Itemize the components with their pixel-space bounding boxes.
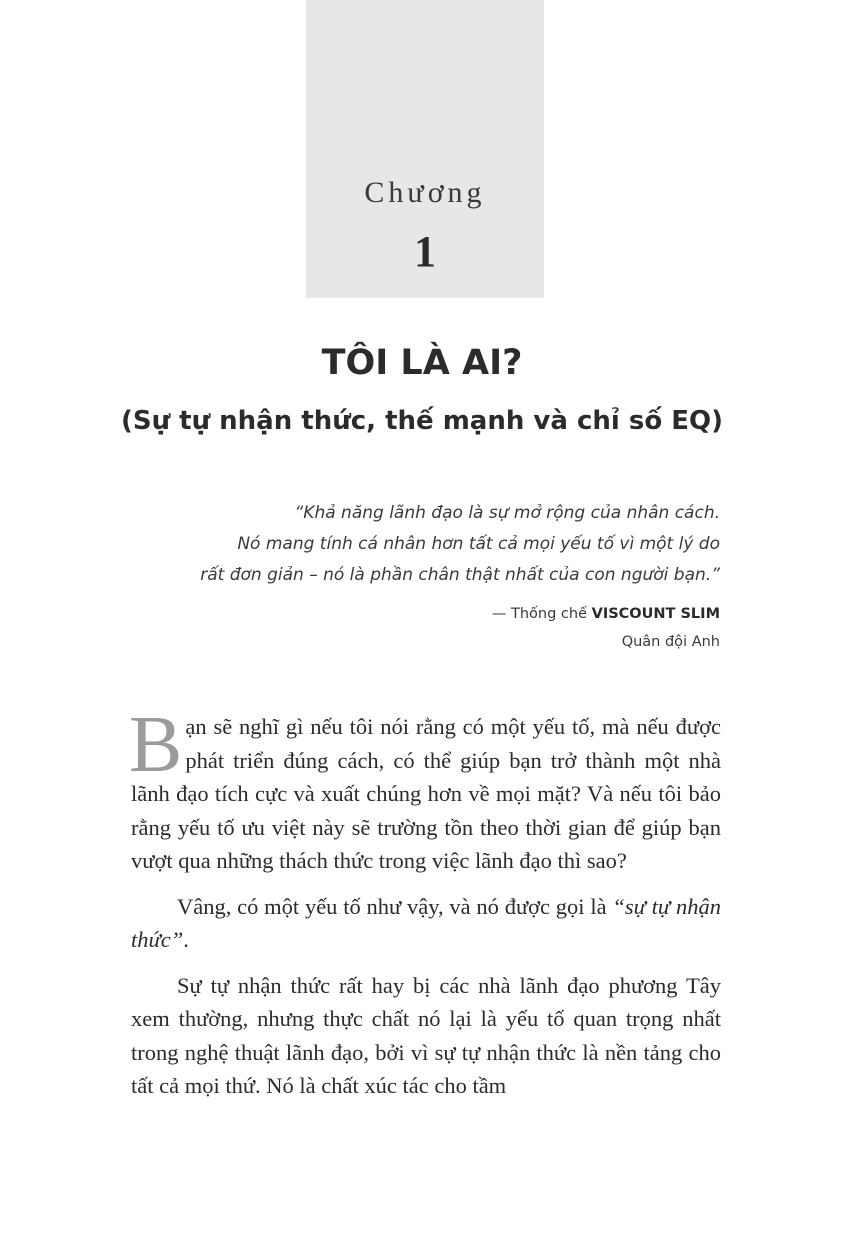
epigraph-line: “Khả năng lãnh đạo là sự mở rộng của nhân cách. xyxy=(294,503,720,523)
epigraph-line: rất đơn giản – nó là phần chân thật nhất của con người bạn.” xyxy=(200,565,720,585)
chapter-title: TÔI LÀ AI? xyxy=(321,343,523,383)
paragraph-1 xyxy=(129,701,721,878)
paragraph-2-italic-term: “sự tự nhận thức” xyxy=(131,893,721,952)
attribution-organization: Quân đội Anh xyxy=(621,634,720,650)
epigraph-quote xyxy=(100,498,720,591)
chapter-subtitle: (Sự tự nhận thức, thế mạnh và chỉ số EQ) xyxy=(121,406,723,436)
chapter-label: Chương xyxy=(364,176,486,209)
paragraph-3: Sự tự nhận thức rất hay bị các nhà lãnh đạo phương Tây xem thường, nhưng thực chất nó lại là yếu tố quan trọng nhất trong nghệ thuật lãnh đạo, bởi vì sự tự nhận thức là nền tảng cho tất cả mọi thứ. Nó là chất xúc tác cho tầm xyxy=(131,972,721,1098)
epigraph-line: Nó mang tính cá nhân hơn tất cả mọi yếu tố vì một lý do xyxy=(237,534,720,554)
chapter-number: 1 xyxy=(414,227,436,276)
paragraph-2-text: Vâng, có một yếu tố như vậy, và nó được gọi là xyxy=(177,893,607,919)
paragraph-2-end: . xyxy=(183,927,189,952)
paragraph-1-text: ạn sẽ nghĩ gì nếu tôi nói rằng có một yếu tố, mà nếu được phát triển đúng cách, có thể giúp bạn trở thành một nhà lãnh đạo tích cực và xuất chúng hơn về mọi mặt? Và nếu tôi bảo rằng yếu tố ưu việt này sẽ trường tồn theo thời gian để giúp bạn vượt qua những thách thức trong việc lãnh đạo thì sao? xyxy=(131,714,721,873)
drop-cap: B xyxy=(129,701,183,789)
attribution-author xyxy=(300,600,720,628)
body-text xyxy=(129,701,721,1115)
chapter-header-block xyxy=(306,0,544,298)
attribution-name: VISCOUNT SLIM xyxy=(591,606,720,622)
attribution-prefix: — Thống chế xyxy=(491,606,587,622)
epigraph-attribution xyxy=(300,600,720,656)
paragraph-2 xyxy=(131,890,721,957)
